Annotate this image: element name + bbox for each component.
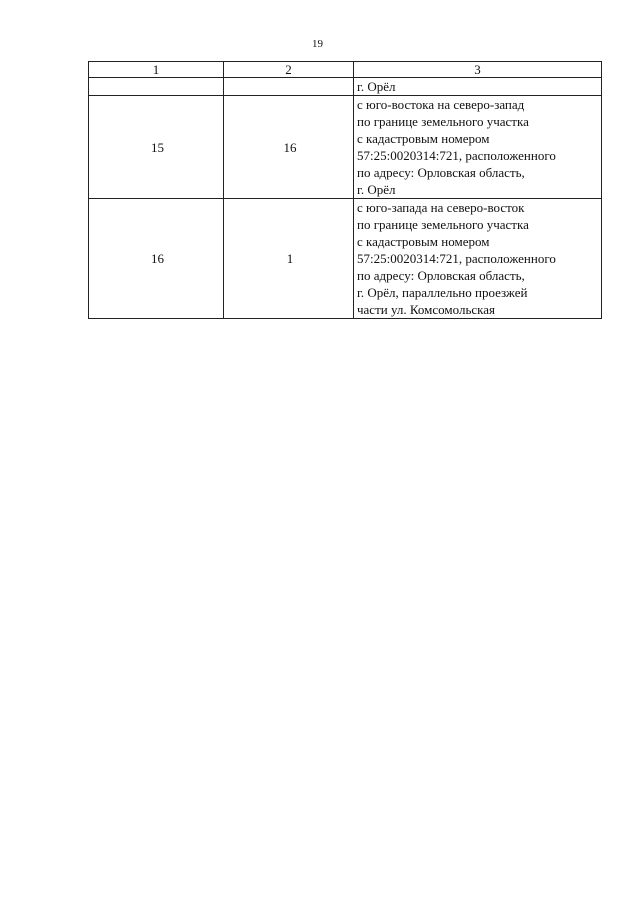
description-line: по границе земельного участка — [357, 114, 529, 129]
cell-point-from: 16 — [89, 199, 224, 319]
description-line: по адресу: Орловская область, — [357, 268, 525, 283]
description-line: г. Орёл — [357, 182, 396, 197]
description-line: по адресу: Орловская область, — [357, 165, 525, 180]
description-line: с кадастровым номером — [357, 131, 490, 146]
table-header-row — [89, 62, 602, 78]
description-line: 57:25:0020314:721, расположенного — [357, 148, 556, 163]
description-line: части ул. Комсомольская — [357, 302, 496, 317]
header-col-1: 1 — [89, 62, 224, 78]
cell-point-to: 1 — [224, 199, 354, 319]
cell-point-to: 16 — [224, 96, 354, 199]
description-line: с юго-запада на северо-восток — [357, 200, 525, 215]
description-line: по границе земельного участка — [357, 217, 529, 232]
table-row — [89, 199, 602, 319]
cell-point-from — [89, 78, 224, 96]
description-line: 57:25:0020314:721, расположенного — [357, 251, 556, 266]
description-line: с юго-востока на северо-запад — [357, 97, 525, 112]
cell-description: г. Орёл — [354, 78, 602, 96]
header-col-3: 3 — [354, 62, 602, 78]
header-col-2: 2 — [224, 62, 354, 78]
table-row-continuation — [89, 78, 602, 96]
cell-description — [354, 96, 602, 199]
page-number: 19 — [312, 38, 323, 50]
route-table — [88, 61, 602, 319]
cell-point-from: 15 — [89, 96, 224, 199]
description-line: с кадастровым номером — [357, 234, 490, 249]
table-row — [89, 96, 602, 199]
cell-description — [354, 199, 602, 319]
description-line: г. Орёл, параллельно проезжей — [357, 285, 528, 300]
cell-point-to — [224, 78, 354, 96]
